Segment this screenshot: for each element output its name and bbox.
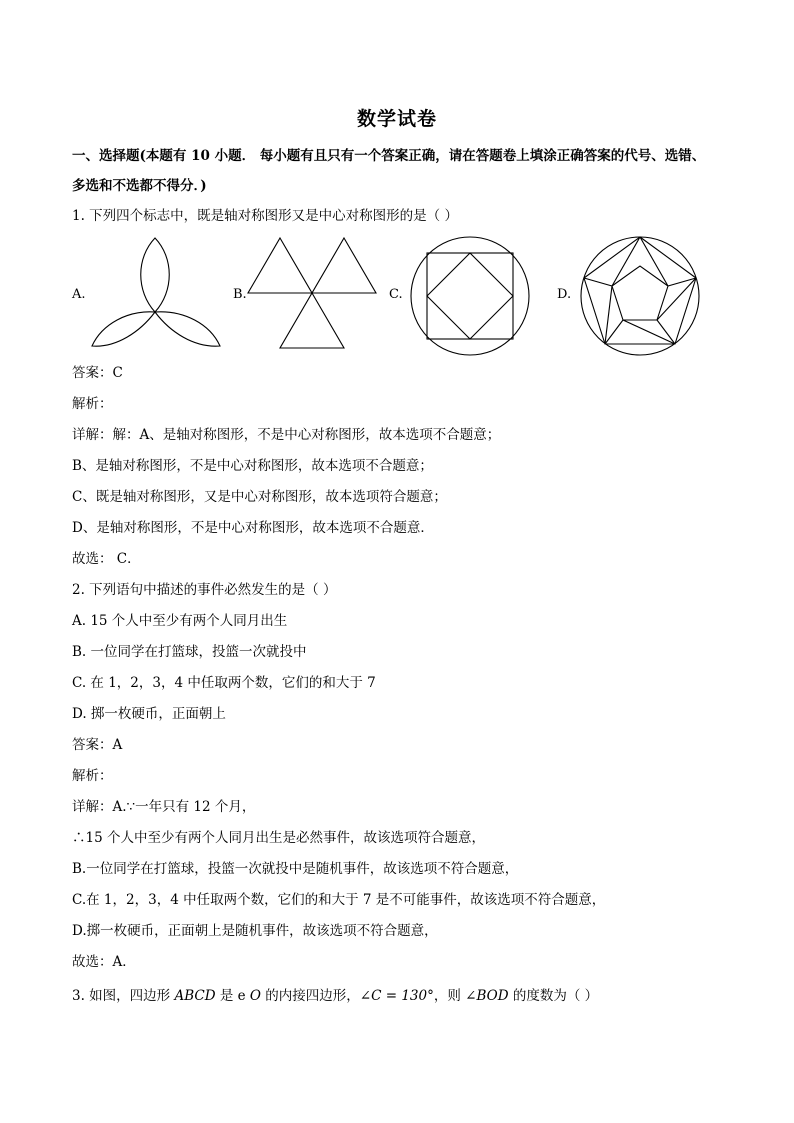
q1-answer: 答案：C <box>72 365 123 381</box>
q3-angle-bod: ∠BOD <box>465 988 509 1004</box>
q3-mid-2: 的内接四边形， <box>261 988 360 1004</box>
q1-detail-line-2: B、是轴对称图形，不是中心对称图形，故本选项不合题意； <box>72 458 433 474</box>
q1-conclusion: 故选： C． <box>72 551 141 567</box>
q1-option-c-label: C. <box>389 287 403 302</box>
q3-angle-c: ∠C = 130° <box>359 988 434 1004</box>
q1-analysis-label: 解析： <box>72 396 113 412</box>
q1-figure-c-circle-squares <box>408 234 532 358</box>
q1-detail-line-4: D、是轴对称图形，不是中心对称图形，故本选项不合题意． <box>72 520 434 536</box>
q1-stem: 1. 下列四个标志中，既是轴对称图形又是中心对称图形的是（ ） <box>72 208 458 224</box>
q2-detail-line-1: 详解：A.∵一年只有 12 个月， <box>72 799 256 815</box>
q2-option-c: C. 在 1，2，3，4 中任取两个数，它们的和大于 7 <box>72 675 376 691</box>
q3-quad-name: ABCD <box>174 988 216 1004</box>
q3-mid-3: ，则 <box>433 988 466 1004</box>
q2-analysis-label: 解析： <box>72 768 113 784</box>
section-header-line-2: 多选和不选都不得分．) <box>72 178 207 194</box>
page-title: 数学试卷 <box>356 108 437 130</box>
q2-option-a: A. 15 个人中至少有两个人同月出生 <box>72 613 288 629</box>
q2-option-d: D. 掷一枚硬币，正面朝上 <box>72 706 226 722</box>
q1-detail-line-3: C、既是轴对称图形，又是中心对称图形，故本选项符合题意； <box>72 489 447 505</box>
q1-figure-a-trefoil <box>88 236 224 352</box>
q3-mid-1: 是 e <box>215 988 250 1004</box>
q2-conclusion: 故选：A． <box>72 954 136 970</box>
q2-detail-line-5: D.掷一枚硬币，正面朝上是随机事件，故该选项不符合题意， <box>72 923 438 939</box>
q2-detail-line-2: ∴15 个人中至少有两个人同月出生是必然事件，故该选项符合题意， <box>72 830 485 846</box>
q2-detail-line-3: B.一位同学在打篮球，投篮一次就投中是随机事件，故该选项不符合题意， <box>72 861 519 877</box>
q2-detail-line-4: C.在 1，2，3，4 中任取两个数，它们的和大于 7 是不可能事件，故该选项不符合题意， <box>72 892 606 908</box>
q3-suffix: 的度数为（ ） <box>508 988 599 1004</box>
q3-stem <box>72 987 598 1005</box>
q1-figure-d-pentagon <box>578 234 702 358</box>
q2-option-b: B. 一位同学在打篮球，投篮一次就投中 <box>72 644 307 660</box>
q1-figure-b-triangles <box>246 236 378 350</box>
q1-option-d-label: D. <box>557 287 572 302</box>
q1-detail-line-1: 详解：解：A、是轴对称图形，不是中心对称图形，故本选项不合题意； <box>72 427 501 443</box>
q3-circle-name: O <box>249 988 261 1004</box>
q2-answer: 答案：A <box>72 737 123 753</box>
q3-prefix: 3. 如图，四边形 <box>72 988 175 1004</box>
q2-stem: 2. 下列语句中描述的事件必然发生的是（ ） <box>72 582 337 598</box>
section-header-line-1: 一、选择题(本题有 10 小题． 每小题有且只有一个答案正确，请在答题卷上填涂正确答案的代号、选错、 <box>72 148 706 164</box>
q1-option-b-label: B. <box>233 287 247 302</box>
q1-option-a-label: A. <box>72 287 86 302</box>
